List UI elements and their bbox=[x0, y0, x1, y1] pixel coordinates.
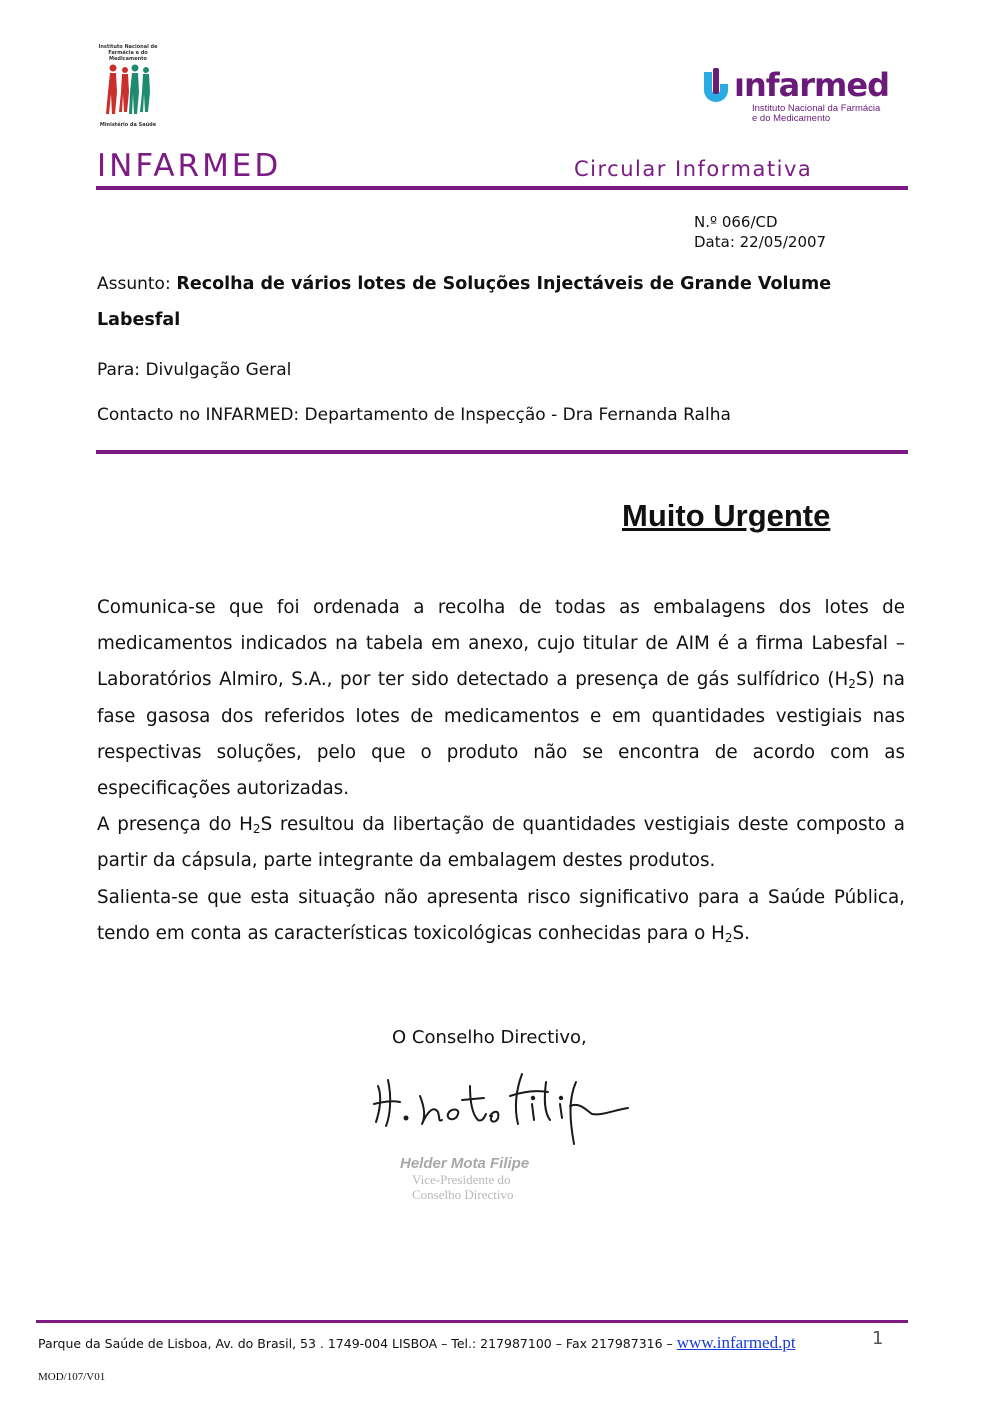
recipients: Para: Divulgação Geral bbox=[97, 360, 292, 380]
circular-date: Data: 22/05/2007 bbox=[694, 233, 827, 251]
org-name: INFARMED bbox=[97, 148, 282, 184]
doc-type: Circular Informativa bbox=[574, 157, 813, 181]
stamp-role-1: Vice-Presidente do bbox=[412, 1172, 511, 1187]
body-paragraph-2: A presença do $H_2S$ resultou da libertação de quantidades vestigiais deste composto a partir da cápsula, parte integrante da embalagem destes produtos. bbox=[97, 814, 905, 872]
ministry-text: Ministério da Saúde bbox=[99, 122, 157, 128]
infarmed-brand-text: ınfarmed bbox=[734, 66, 889, 104]
infarmed-sub-text bbox=[752, 104, 880, 124]
footer-address bbox=[38, 1333, 796, 1353]
footer-rule bbox=[36, 1320, 908, 1323]
body-paragraph-3: Salienta-se que esta situação não apresenta risco significativo para a Saúde Pública, tendo em conta as características toxicológicas conhecidas para o $H_2S$. bbox=[97, 886, 905, 945]
infarmed-logo bbox=[700, 64, 890, 134]
handwritten-signature-icon bbox=[366, 1060, 636, 1160]
urgency-heading: Muito Urgente bbox=[622, 498, 831, 533]
subject-label: Assunto: bbox=[97, 274, 171, 294]
closing: O Conselho Directivo, bbox=[392, 1027, 587, 1048]
body-text bbox=[97, 590, 905, 952]
figures-logo-icon bbox=[103, 62, 153, 118]
page-number: 1 bbox=[872, 1328, 884, 1349]
body-paragraph-1: Comunica-se que foi ordenada a recolha de todas as embalagens dos lotes de medicamentos indicados na tabela em anexo, cujo titular de AIM é a firma Labesfal – Laboratórios Almiro, S.A., por ter sido detectado a presença de gás sulfídrico $(H_2S)$ na fase gasosa dos referidos lotes de medicamentos e em quantidades vestigiais nas respectivas soluções, pelo que o produto não se encontra de acordo com as especificações autorizadas. bbox=[97, 597, 905, 800]
footer-address-text: Parque da Saúde de Lisboa, Av. do Brasil, 53 . 1749-004 LISBOA – Tel.: 217987100 – Fax 217987316 – bbox=[38, 1336, 677, 1351]
signature-stamp bbox=[400, 1155, 550, 1202]
infarmed-sub-line-1: Instituto Nacional da Farmácia bbox=[752, 103, 881, 114]
stamp-role-2: Conselho Directivo bbox=[412, 1187, 514, 1202]
form-code: MOD/107/V01 bbox=[38, 1371, 106, 1383]
infarmed-sub-line-2: e do Medicamento bbox=[752, 113, 831, 124]
subject bbox=[97, 266, 897, 338]
website-link[interactable]: www.infarmed.pt bbox=[676, 1333, 796, 1352]
circular-number: N.º 066/CD bbox=[694, 213, 778, 231]
stamp-name: Helder Mota Filipe bbox=[400, 1155, 530, 1172]
infarmed-mark-icon bbox=[700, 68, 732, 108]
logo-institute-text: Instituto Nacional de Farmácia e do Medicamento bbox=[98, 44, 158, 62]
contact: Contacto no INFARMED: Departamento de Inspecção - Dra Fernanda Ralha bbox=[97, 405, 731, 425]
header-rule bbox=[96, 186, 908, 190]
subject-text bbox=[97, 274, 831, 330]
section-rule bbox=[96, 450, 908, 454]
ministry-logo bbox=[96, 44, 160, 136]
subject-text-content: Recolha de vários lotes de Soluções Injectáveis de Grande Volume Labesfal bbox=[97, 274, 832, 330]
